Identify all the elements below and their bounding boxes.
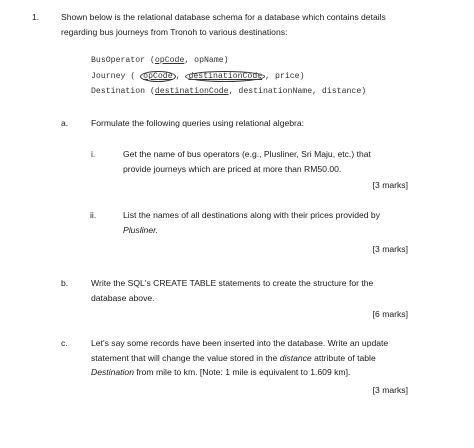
part-c-marks: [3 marks] [372,385,408,395]
relation-name: BusOperator [91,56,146,65]
paren: ( [145,56,155,65]
part-a-ii-marks: [3 marks] [372,244,408,254]
attributes: , price) [265,72,305,81]
part-a-ii-line-2: Plusliner. [123,224,159,235]
part-c-line-2-start: statement that will change the value stored in the [91,352,280,363]
part-c-line-1: Let's say some records have been inserted into the database. Write an update [91,338,389,348]
part-a-label: a. [61,118,69,128]
part-b-line-2: database above. [91,292,155,303]
intro-line-1: Shown below is the relational database schema for a database which contains details [61,12,386,22]
relation-name: Destination [91,87,146,96]
separator: , [175,72,186,81]
part-c-line-2-end: attribute of table [311,352,376,363]
part-a-ii-label: ii. [90,210,97,220]
part-b-text [91,278,408,303]
part-a-text: Formulate the following queries using relational algebra: [91,118,305,128]
part-a-ii-text [123,210,408,235]
attribute-distance: distance [279,352,312,363]
part-a-i-label: i. [91,149,96,159]
schema-busoperator [91,56,229,66]
part-a-i-line-2: provide journeys which are priced at more than RM50.00. [123,163,342,174]
foreign-key-destinationcode: destinationCode [185,71,265,82]
part-c-line-3 [91,367,408,378]
primary-key: destinationCode [154,87,229,96]
question-number: 1. [32,12,40,22]
question-intro [61,12,413,37]
primary-key: opCode [154,56,185,65]
paren: ( [125,72,141,81]
part-b-label: b. [61,278,69,288]
relation-name: Journey [91,72,126,81]
part-c-line-2 [91,353,408,364]
part-a-i-text [123,149,408,174]
part-c-line-3-end: from mile to km. [Note: 1 mile is equivalent to 1.609 km]. [134,367,351,378]
attributes: , opName) [184,56,229,65]
part-b-line-1: Write the SQL's CREATE TABLE statements to create the structure for the [91,278,374,288]
part-b-marks: [6 marks] [372,309,408,319]
part-c-label: c. [61,338,68,348]
part-a-i-line-1: Get the name of bus operators (e.g., Plusliner, Sri Maju, etc.) that [123,149,371,159]
schema-journey [91,71,304,82]
intro-line-2: regarding bus journeys from Tronoh to various destinations: [61,26,288,37]
attributes: , destinationName, distance) [228,87,367,96]
schema-destination [91,87,366,97]
part-a-i-marks: [3 marks] [372,180,408,190]
foreign-key-opcode: opCode [140,71,175,82]
paren: ( [145,87,155,96]
part-c-text [91,338,408,378]
table-destination: Destination [91,367,134,378]
part-a-ii-line-1: List the names of all destinations along with their prices provided by [123,210,380,220]
